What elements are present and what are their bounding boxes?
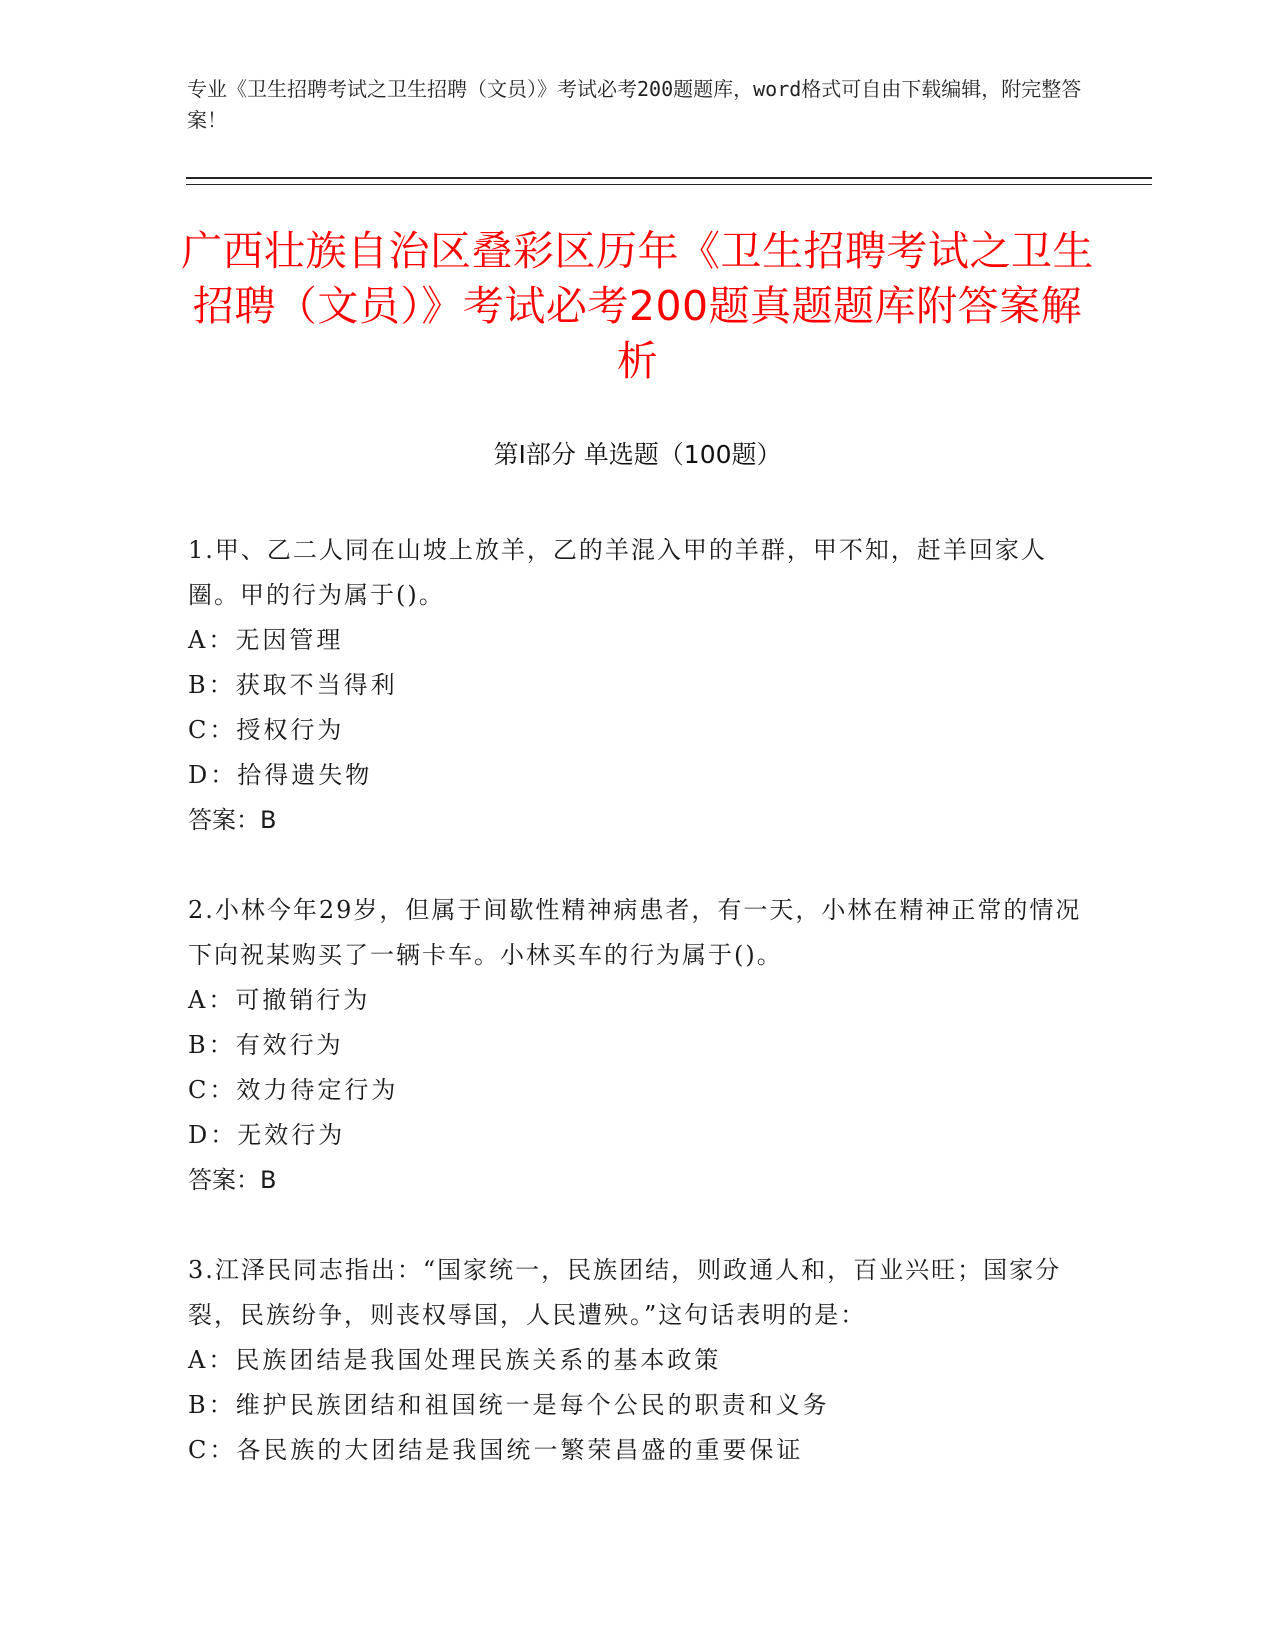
question-list <box>188 528 1088 1518</box>
answer: 答案：B <box>188 1166 277 1194</box>
option-b: B：维护民族团结和祖国统一是每个公民的职责和义务 <box>188 1391 830 1419</box>
question-stem: 1.甲、乙二人同在山坡上放羊，乙的羊混入甲的羊群，甲不知，赶羊回家人圈。甲的行为属于()。 <box>188 536 1047 609</box>
question-2 <box>188 888 1088 1203</box>
option-a: A：无因管理 <box>188 626 344 654</box>
option-d: D：拾得遗失物 <box>188 761 373 789</box>
option-a: A：可撤销行为 <box>188 986 371 1014</box>
answer: 答案：B <box>188 806 277 834</box>
option-b: B：有效行为 <box>188 1031 344 1059</box>
header-divider-thick <box>186 177 1152 179</box>
section-heading: 第Ⅰ部分 单选题（100题） <box>493 440 782 469</box>
question-stem: 3.江泽民同志指出：“国家统一，民族团结，则政通人和，百业兴旺；国家分裂，民族纷争，则丧权辱国，人民遭殃。”这句话表明的是： <box>188 1256 1062 1329</box>
document-title: 广西壮族自治区叠彩区历年《卫生招聘考试之卫生招聘（文员）》考试必考200题真题题库附答案解析 <box>181 227 1094 385</box>
header-divider-thin <box>186 184 1152 185</box>
question-3 <box>188 1248 1088 1473</box>
option-c: C：授权行为 <box>188 716 345 744</box>
header-note: 专业《卫生招聘考试之卫生招聘（文员）》考试必考200题题库，word格式可自由下载编辑，附完整答案！ <box>187 77 1082 132</box>
option-a: A：民族团结是我国处理民族关系的基本政策 <box>188 1346 722 1374</box>
option-b: B：获取不当得利 <box>188 671 398 699</box>
option-d: D：无效行为 <box>188 1121 346 1149</box>
question-stem: 2.小林今年29岁，但属于间歇性精神病患者，有一天，小林在精神正常的情况下向祝某购买了一辆卡车。小林买车的行为属于()。 <box>188 896 1082 969</box>
option-c: C：各民族的大团结是我国统一繁荣昌盛的重要保证 <box>188 1436 804 1464</box>
option-c: C：效力待定行为 <box>188 1076 399 1104</box>
question-1 <box>188 528 1088 843</box>
